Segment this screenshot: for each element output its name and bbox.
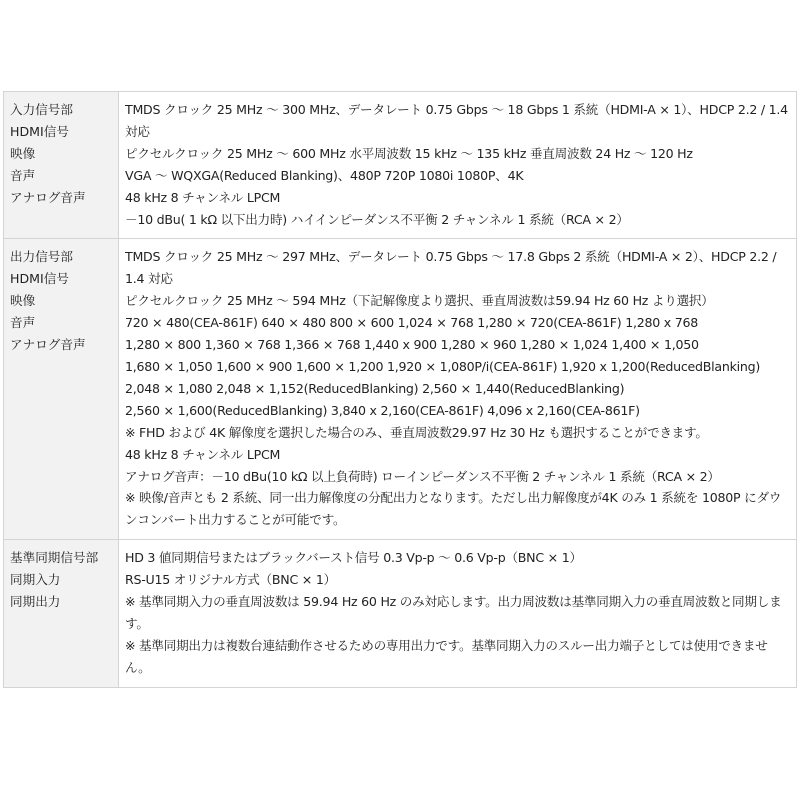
row-label: HDMI信号 (10, 123, 69, 139)
row-label: 音声 (10, 315, 36, 331)
spec-line: HD 3 値同期信号またはブラックバースト信号 0.3 Vp-p 〜 0.6 Vp-p（BNC × 1） (125, 550, 582, 566)
row-label-cell (4, 92, 119, 239)
row-label: 同期入力 (10, 572, 61, 588)
spec-line: TMDS クロック 25 MHz 〜 300 MHz、データレート 0.75 Gbps 〜 18 Gbps 1 系統（HDMI-A × 1）、HDCP 2.2 / 1.4 対応 (125, 102, 788, 139)
row-label: HDMI信号 (10, 271, 69, 287)
row-content-cell (119, 540, 797, 687)
spec-row-input (4, 92, 797, 239)
spec-line: ※ 基準同期出力は複数台連結動作させるための専用出力です。基準同期入力のスルー出力端子としては使用できません。 (125, 637, 768, 675)
spec-line: 2,048 × 1,080 2,048 × 1,152(ReducedBlanking) 2,560 × 1,440(ReducedBlanking) (125, 380, 625, 396)
spec-line: RS-U15 オリジナル方式（BNC × 1） (125, 572, 336, 588)
spec-line: ※ 映像/音声とも 2 系統、同一出力解像度の分配出力となります。ただし出力解像度が4K のみ 1 系統を 1080P にダウンコンバート出力することが可能です。 (125, 490, 782, 528)
spec-line: ピクセルクロック 25 MHz 〜 594 MHz（下記解像度より選択、垂直周波数は59.94 Hz 60 Hz より選択） (125, 293, 714, 309)
spec-row-output (4, 239, 797, 540)
spec-line: 1,280 × 800 1,360 × 768 1,366 × 768 1,440 x 900 1,280 × 960 1,280 × 1,024 1,400 × 1,050 (125, 337, 699, 353)
row-label: 映像 (10, 293, 36, 309)
row-label-cell (4, 239, 119, 540)
row-label: アナログ音声 (10, 189, 86, 205)
spec-line: TMDS クロック 25 MHz 〜 297 MHz、データレート 0.75 Gbps 〜 17.8 Gbps 2 系統（HDMI-A × 2）、HDCP 2.2 / 1.4 対応 (125, 249, 777, 287)
spec-line: 48 kHz 8 チャンネル LPCM (125, 189, 281, 205)
row-label: 出力信号部 (10, 249, 73, 265)
row-content-cell (119, 92, 797, 239)
spec-line: VGA 〜 WQXGA(Reduced Blanking)、480P 720P 1080i 1080P、4K (125, 167, 524, 183)
spec-line: 2,560 × 1,600(ReducedBlanking) 3,840 x 2,160(CEA-861F) 4,096 x 2,160(CEA-861F) (125, 402, 640, 418)
spec-row-sync (4, 540, 797, 687)
row-label: 同期出力 (10, 594, 61, 610)
row-label: 入力信号部 (10, 102, 73, 117)
row-label-cell (4, 540, 119, 687)
row-label: 基準同期信号部 (10, 550, 99, 566)
spec-table (3, 91, 797, 688)
row-label: 映像 (10, 145, 36, 161)
spec-line: ※ FHD および 4K 解像度を選択した場合のみ、垂直周波数29.97 Hz 30 Hz も選択することができます。 (125, 424, 708, 440)
spec-line: ※ 基準同期入力の垂直周波数は 59.94 Hz 60 Hz のみ対応します。出力周波数は基準同期入力の垂直周波数と同期します。 (125, 594, 782, 631)
row-content-cell (119, 239, 797, 540)
spec-line: ピクセルクロック 25 MHz 〜 600 MHz 水平周波数 15 kHz 〜 135 kHz 垂直周波数 24 Hz 〜 120 Hz (125, 145, 693, 161)
spec-line: －10 dBu( 1 kΩ 以下出力時) ハイインピーダンス不平衡 2 チャンネル 1 系統（RCA × 2） (125, 211, 629, 227)
spec-line: アナログ音声：－10 dBu(10 kΩ 以上負荷時) ローインピーダンス不平衡 2 チャンネル 1 系統（RCA × 2） (125, 468, 720, 484)
spec-line: 48 kHz 8 チャンネル LPCM (125, 446, 281, 462)
spec-line: 1,680 × 1,050 1,600 × 900 1,600 × 1,200 1,920 × 1,080P/i(CEA-861F) 1,920 x 1,200(ReducedBlanking) (125, 358, 761, 374)
row-label: アナログ音声 (10, 337, 86, 353)
spec-line: 720 × 480(CEA-861F) 640 × 480 800 × 600 1,024 × 768 1,280 × 720(CEA-861F) 1,280 x 768 (125, 315, 698, 331)
row-label: 音声 (10, 167, 36, 183)
